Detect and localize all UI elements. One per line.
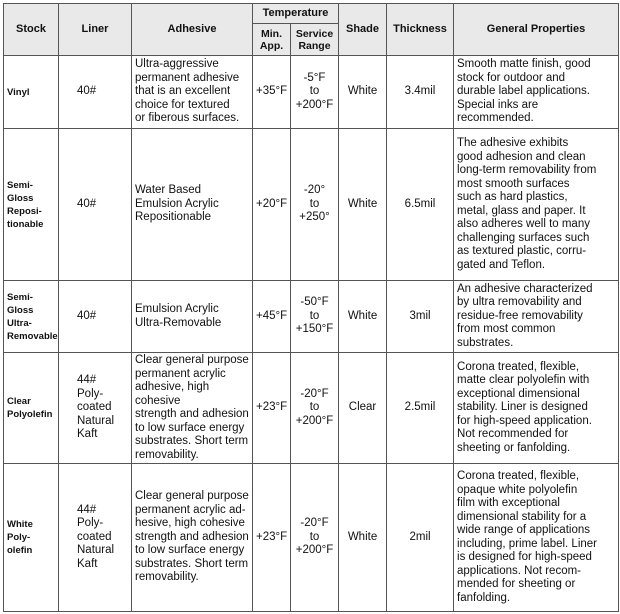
shade-cell: White xyxy=(339,464,387,612)
shade-cell: White xyxy=(339,281,387,353)
thickness-cell: 3.4mil xyxy=(387,56,454,129)
table-row xyxy=(4,129,619,281)
adhesive-cell: Water Based Emulsion Acrylic Repositionable xyxy=(132,129,253,281)
min-app-cell: +35°F xyxy=(253,56,291,129)
adhesive-cell: Emulsion Acrylic Ultra-Removable xyxy=(132,281,253,353)
header-row-top xyxy=(4,4,619,24)
thickness-cell: 2.5mil xyxy=(387,353,454,464)
stock-cell: Vinyl xyxy=(4,56,59,129)
stock-cell: Semi-Gloss Reposi- tionable xyxy=(4,129,59,281)
service-range-cell: -20°F to +200°F xyxy=(291,353,339,464)
properties-cell: The adhesive exhibits good adhesion and clean long-term removability from most smooth surfaces such as hard plastics, metal, glass and paper. It also adheres well to many challenging surfaces such as textured plastic, corru- gated and Teflon. xyxy=(454,129,619,281)
liner-cell: 44# Poly- coated Natural Kaft xyxy=(59,353,132,464)
shade-cell: White xyxy=(339,129,387,281)
adhesive-cell: Clear general purpose permanent acrylic ad- hesive, high cohesive strength and adhesion to low surface energy substrates. Short term removability. xyxy=(132,464,253,612)
min-app-cell: +20°F xyxy=(253,129,291,281)
thickness-cell: 2mil xyxy=(387,464,454,612)
liner-cell: 40# xyxy=(59,129,132,281)
properties-cell: Corona treated, flexible, matte clear polyolefin with exceptional dimensional stability. Liner is designed for high-speed application. Not recommended for sheeting or fanfolding. xyxy=(454,353,619,464)
header-stock: Stock xyxy=(4,4,59,56)
header-temperature: Temperature xyxy=(253,4,339,24)
header-adhesive: Adhesive xyxy=(132,4,253,56)
table-row xyxy=(4,464,619,612)
thickness-cell: 6.5mil xyxy=(387,129,454,281)
liner-cell: 40# xyxy=(59,56,132,129)
table-row xyxy=(4,56,619,129)
service-range-cell: -20°F to +200°F xyxy=(291,464,339,612)
properties-cell: Smooth matte finish, good stock for outdoor and durable label applications. Special inks are recommended. xyxy=(454,56,619,129)
stock-cell: Clear Polyolefin xyxy=(4,353,59,464)
thickness-cell: 3mil xyxy=(387,281,454,353)
table-row xyxy=(4,353,619,464)
stock-cell: White Poly- olefin xyxy=(4,464,59,612)
header-shade: Shade xyxy=(339,4,387,56)
adhesive-cell: Ultra-aggressive permanent adhesive that is an excellent choice for textured or fiberous surfaces. xyxy=(132,56,253,129)
properties-cell: Corona treated, flexible, opaque white polyolefin film with exceptional dimensional stability for a wide range of applications including, prime label. Liner is designed for high-speed applications. Not recom- mended for sheeting or fanfolding. xyxy=(454,464,619,612)
header-thickness: Thickness xyxy=(387,4,454,56)
shade-cell: Clear xyxy=(339,353,387,464)
liner-cell: 40# xyxy=(59,281,132,353)
header-service-range: Service Range xyxy=(291,24,339,56)
shade-cell: White xyxy=(339,56,387,129)
adhesive-cell: Clear general purpose permanent acrylic adhesive, high cohesive strength and adhesion to low surface energy substrates. Short term removability. xyxy=(132,353,253,464)
min-app-cell: +45°F xyxy=(253,281,291,353)
min-app-cell: +23°F xyxy=(253,353,291,464)
service-range-cell: -5°F to +200°F xyxy=(291,56,339,129)
service-range-cell: -20° to +250° xyxy=(291,129,339,281)
label-stock-spec-table xyxy=(3,3,619,612)
service-range-cell: -50°F to +150°F xyxy=(291,281,339,353)
min-app-cell: +23°F xyxy=(253,464,291,612)
properties-cell: An adhesive characterized by ultra removability and residue-free removability from most common substrates. xyxy=(454,281,619,353)
liner-cell: 44# Poly- coated Natural Kaft xyxy=(59,464,132,612)
header-min-app: Min. App. xyxy=(253,24,291,56)
header-general-properties: General Properties xyxy=(454,4,619,56)
header-liner: Liner xyxy=(59,4,132,56)
table-row xyxy=(4,281,619,353)
stock-cell: Semi- Gloss Ultra- Removable xyxy=(4,281,59,353)
